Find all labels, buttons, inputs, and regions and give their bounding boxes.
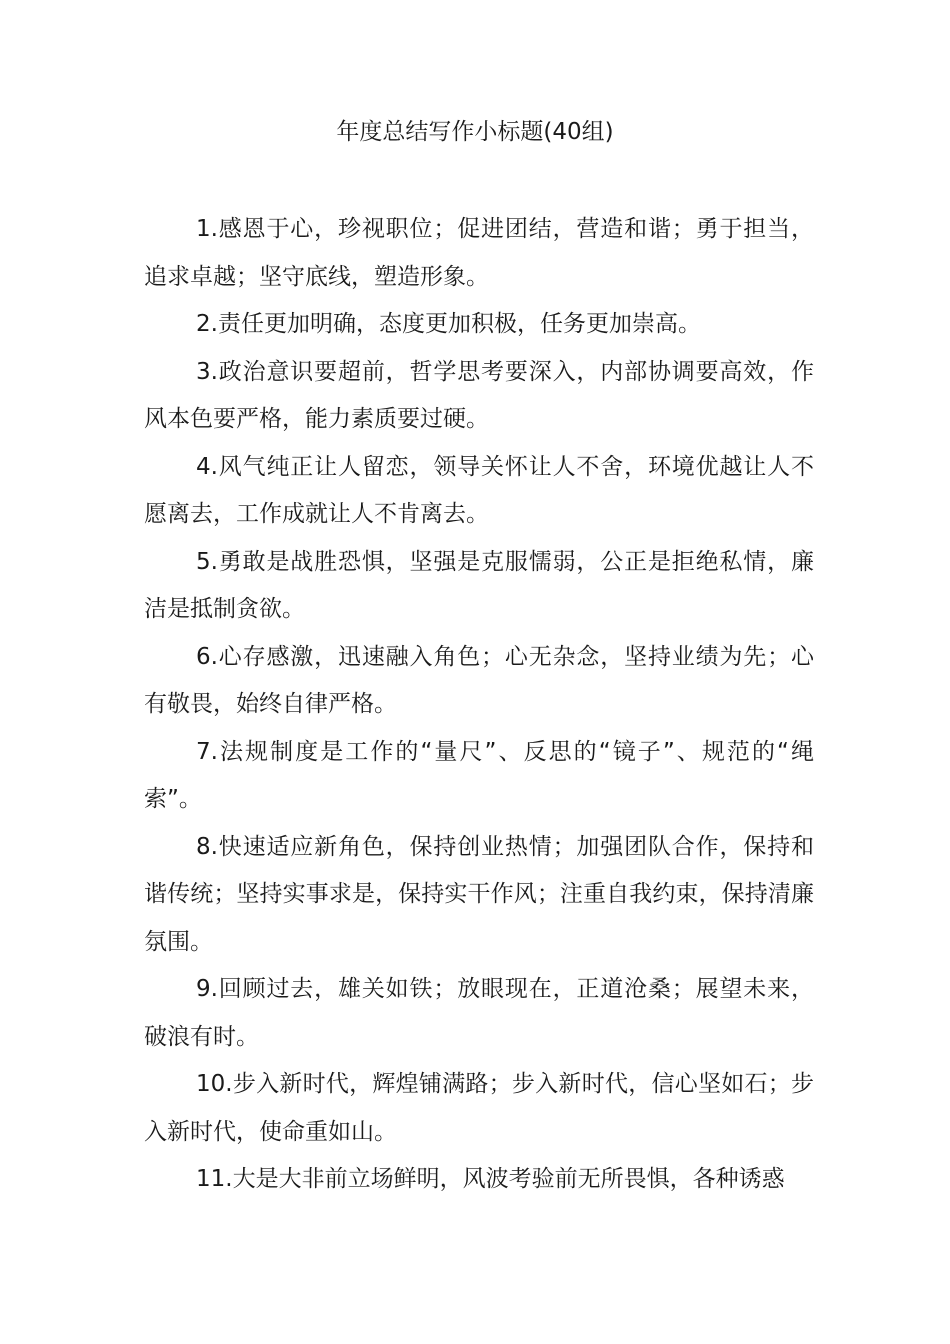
list-item: 10.步入新时代，辉煌铺满路；步入新时代，信心坚如石；步入新时代，使命重如山。 (144, 1071, 814, 1145)
list-item: 9.回顾过去，雄关如铁；放眼现在，正道沧桑；展望未来，破浪有时。 (144, 976, 814, 1050)
document-title: 年度总结写作小标题(40组) (336, 119, 614, 145)
list-item: 7.法规制度是工作的“量尺”、反思的“镜子”、规范的“绳索”。 (144, 738, 814, 812)
list-item: 2.责任更加明确，态度更加积极，任务更加崇高。 (196, 311, 701, 337)
list-item: 6.心存感激，迅速融入角色；心无杂念，坚持业绩为先；心有敬畏，始终自律严格。 (144, 643, 814, 717)
list-item: 8.快速适应新角色，保持创业热情；加强团队合作，保持和谐传统；坚持实事求是，保持实干作风；注重自我约束，保持清廉氛围。 (144, 833, 814, 955)
list-item: 5.勇敢是战胜恐惧，坚强是克服懦弱，公正是拒绝私情，廉洁是抵制贪欲。 (144, 548, 814, 622)
list-item: 11.大是大非前立场鲜明，风波考验前无所畏惧，各种诱惑 (196, 1166, 785, 1192)
document-body (144, 206, 814, 1204)
list-item: 3.政治意识要超前，哲学思考要深入，内部协调要高效，作风本色要严格，能力素质要过硬。 (144, 358, 814, 432)
list-item: 1.感恩于心，珍视职位；促进团结，营造和谐；勇于担当，追求卓越；坚守底线，塑造形象。 (144, 216, 814, 290)
list-item: 4.风气纯正让人留恋，领导关怀让人不舍，环境优越让人不愿离去，工作成就让人不肯离去。 (144, 453, 814, 527)
